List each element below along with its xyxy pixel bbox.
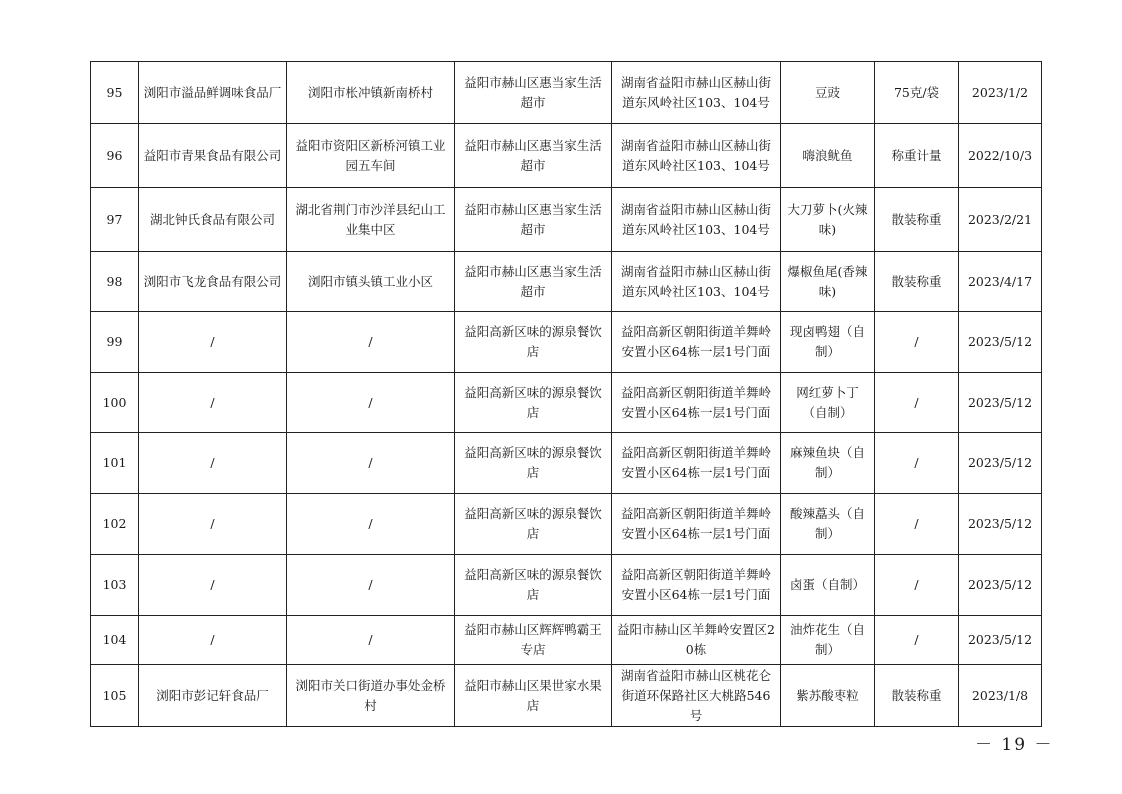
producer-address-cell: / — [287, 433, 455, 494]
producer-name-cell: 湖北钟氏食品有限公司 — [139, 188, 287, 252]
spec-cell: / — [875, 555, 959, 616]
seller-name-cell: 益阳市赫山区惠当家生活超市 — [455, 124, 612, 188]
spec-cell: 散装称重 — [875, 188, 959, 252]
row-number-cell: 105 — [91, 665, 139, 727]
product-name-cell: 大刀萝卜(火辣味) — [781, 188, 875, 252]
table-row — [91, 252, 1042, 312]
producer-address-cell: / — [287, 312, 455, 373]
spec-cell: / — [875, 616, 959, 665]
seller-address-cell: 益阳高新区朝阳街道羊舞岭安置小区64栋一层1号门面 — [612, 312, 781, 373]
row-number-cell: 102 — [91, 494, 139, 555]
production-date-cell: 2023/1/2 — [959, 62, 1042, 124]
production-date-cell: 2023/4/17 — [959, 252, 1042, 312]
seller-name-cell: 益阳高新区味的源泉餐饮店 — [455, 555, 612, 616]
product-name-cell: 现卤鸭翅（自制） — [781, 312, 875, 373]
seller-name-cell: 益阳高新区味的源泉餐饮店 — [455, 373, 612, 433]
row-number-cell: 96 — [91, 124, 139, 188]
seller-address-cell: 湖南省益阳市赫山区赫山街道东风岭社区103、104号 — [612, 252, 781, 312]
table-row — [91, 188, 1042, 252]
seller-address-cell: 益阳高新区朝阳街道羊舞岭安置小区64栋一层1号门面 — [612, 494, 781, 555]
product-name-cell: 麻辣鱼块（自制） — [781, 433, 875, 494]
row-number-cell: 104 — [91, 616, 139, 665]
seller-name-cell: 益阳高新区味的源泉餐饮店 — [455, 433, 612, 494]
producer-name-cell: 浏阳市彭记轩食品厂 — [139, 665, 287, 727]
spec-cell: / — [875, 433, 959, 494]
producer-name-cell: / — [139, 616, 287, 665]
table-row — [91, 312, 1042, 373]
spec-cell: / — [875, 312, 959, 373]
seller-name-cell: 益阳市赫山区惠当家生活超市 — [455, 62, 612, 124]
product-name-cell: 网红萝卜丁（自制） — [781, 373, 875, 433]
product-name-cell: 豆豉 — [781, 62, 875, 124]
producer-name-cell: 益阳市青果食品有限公司 — [139, 124, 287, 188]
seller-address-cell: 湖南省益阳市赫山区桃花仑街道环保路社区大桃路546号 — [612, 665, 781, 727]
seller-name-cell: 益阳高新区味的源泉餐饮店 — [455, 312, 612, 373]
seller-name-cell: 益阳高新区味的源泉餐饮店 — [455, 494, 612, 555]
spec-cell: 散装称重 — [875, 252, 959, 312]
producer-address-cell: / — [287, 494, 455, 555]
seller-name-cell: 益阳市赫山区惠当家生活超市 — [455, 252, 612, 312]
production-date-cell: 2022/10/3 — [959, 124, 1042, 188]
seller-address-cell: 益阳高新区朝阳街道羊舞岭安置小区64栋一层1号门面 — [612, 555, 781, 616]
table-row — [91, 494, 1042, 555]
producer-address-cell: 浏阳市镇头镇工业小区 — [287, 252, 455, 312]
spec-cell: / — [875, 373, 959, 433]
row-number-cell: 95 — [91, 62, 139, 124]
producer-address-cell: / — [287, 555, 455, 616]
row-number-cell: 100 — [91, 373, 139, 433]
row-number-cell: 97 — [91, 188, 139, 252]
table-row — [91, 665, 1042, 727]
seller-address-cell: 湖南省益阳市赫山区赫山街道东风岭社区103、104号 — [612, 124, 781, 188]
spec-cell: / — [875, 494, 959, 555]
table-row — [91, 616, 1042, 665]
seller-address-cell: 益阳高新区朝阳街道羊舞岭安置小区64栋一层1号门面 — [612, 433, 781, 494]
producer-address-cell: 浏阳市枨冲镇新南桥村 — [287, 62, 455, 124]
seller-name-cell: 益阳市赫山区惠当家生活超市 — [455, 188, 612, 252]
page-number: － 19 － — [975, 735, 1054, 755]
spec-cell: 75克/袋 — [875, 62, 959, 124]
seller-name-cell: 益阳市赫山区果世家水果店 — [455, 665, 612, 727]
seller-address-cell: 益阳高新区朝阳街道羊舞岭安置小区64栋一层1号门面 — [612, 373, 781, 433]
row-number-cell: 101 — [91, 433, 139, 494]
production-date-cell: 2023/5/12 — [959, 373, 1042, 433]
producer-name-cell: / — [139, 555, 287, 616]
table-row — [91, 555, 1042, 616]
production-date-cell: 2023/1/8 — [959, 665, 1042, 727]
producer-name-cell: 浏阳市飞龙食品有限公司 — [139, 252, 287, 312]
producer-address-cell: 浏阳市关口街道办事处金桥村 — [287, 665, 455, 727]
seller-address-cell: 湖南省益阳市赫山区赫山街道东风岭社区103、104号 — [612, 62, 781, 124]
production-date-cell: 2023/5/12 — [959, 494, 1042, 555]
product-name-cell: 紫苏酸枣粒 — [781, 665, 875, 727]
table-row — [91, 124, 1042, 188]
producer-address-cell: 湖北省荆门市沙洋县纪山工业集中区 — [287, 188, 455, 252]
producer-address-cell: / — [287, 616, 455, 665]
table-row — [91, 62, 1042, 124]
production-date-cell: 2023/5/12 — [959, 555, 1042, 616]
producer-name-cell: / — [139, 433, 287, 494]
row-number-cell: 103 — [91, 555, 139, 616]
product-name-cell: 爆椒鱼尾(香辣味) — [781, 252, 875, 312]
producer-address-cell: 益阳市资阳区新桥河镇工业园五车间 — [287, 124, 455, 188]
row-number-cell: 98 — [91, 252, 139, 312]
seller-address-cell: 湖南省益阳市赫山区赫山街道东风岭社区103、104号 — [612, 188, 781, 252]
producer-address-cell: / — [287, 373, 455, 433]
spec-cell: 散装称重 — [875, 665, 959, 727]
row-number-cell: 99 — [91, 312, 139, 373]
spec-cell: 称重计量 — [875, 124, 959, 188]
product-name-cell: 酸辣藠头（自制） — [781, 494, 875, 555]
seller-address-cell: 益阳市赫山区羊舞岭安置区20栋 — [612, 616, 781, 665]
producer-name-cell: / — [139, 494, 287, 555]
inspection-table — [90, 61, 1042, 727]
table-row — [91, 433, 1042, 494]
product-name-cell: 卤蛋（自制） — [781, 555, 875, 616]
production-date-cell: 2023/5/12 — [959, 312, 1042, 373]
seller-name-cell: 益阳市赫山区辉辉鸭霸王专店 — [455, 616, 612, 665]
product-name-cell: 嗨浪鱿鱼 — [781, 124, 875, 188]
producer-name-cell: / — [139, 373, 287, 433]
producer-name-cell: 浏阳市溢品鲜调味食品厂 — [139, 62, 287, 124]
producer-name-cell: / — [139, 312, 287, 373]
product-name-cell: 油炸花生（自制） — [781, 616, 875, 665]
production-date-cell: 2023/5/12 — [959, 616, 1042, 665]
production-date-cell: 2023/5/12 — [959, 433, 1042, 494]
table-row — [91, 373, 1042, 433]
production-date-cell: 2023/2/21 — [959, 188, 1042, 252]
